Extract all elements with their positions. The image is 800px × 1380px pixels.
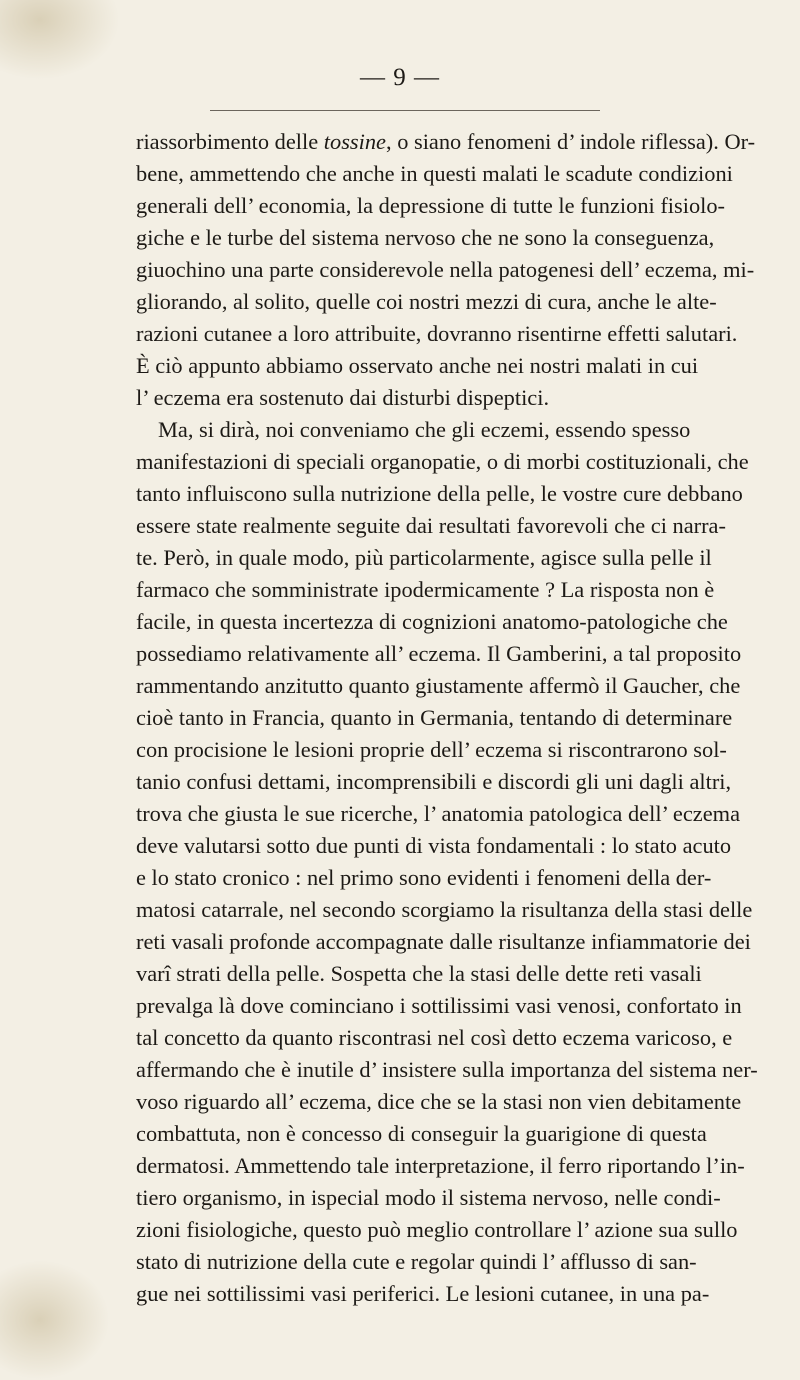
line-text: cioè tanto in Francia, quanto in Germania, tentando di determinare xyxy=(136,705,733,730)
text-line xyxy=(136,606,728,638)
line-text: gue nei sottilissimi vasi periferici. Le lesioni cutanee, in una pa- xyxy=(136,1281,710,1306)
line-text: È ciò appunto abbiamo osservato anche nei nostri malati in cui xyxy=(136,353,699,378)
text-line xyxy=(136,798,741,830)
line-text: possediamo relativamente all’ eczema. Il Gamberini, a tal proposito xyxy=(136,641,742,666)
text-line xyxy=(136,702,733,734)
text-line xyxy=(136,1022,733,1054)
line-text: bene, ammettendo che anche in questi malati le scadute condizioni xyxy=(136,161,733,186)
text-line xyxy=(136,318,738,350)
line-text: facile, in questa incertezza di cognizioni anatomo-patologiche che xyxy=(136,609,728,634)
text-line xyxy=(136,1246,697,1278)
text-line xyxy=(136,1086,742,1118)
line-text: dermatosi. Ammettendo tale interpretazione, il ferro riportando l’in- xyxy=(136,1153,745,1178)
line-text: deve valutarsi sotto due punti di vista fondamentali : lo stato acuto xyxy=(136,833,732,858)
line-text: e lo stato cronico : nel primo sono evidenti i fenomeni della der- xyxy=(136,865,712,890)
text-line xyxy=(136,446,749,478)
line-text: con procisione le lesioni proprie dell’ eczema si riscontrarono sol- xyxy=(136,737,727,762)
text-line xyxy=(136,638,742,670)
line-text: riassorbimento delle xyxy=(136,129,324,154)
text-line xyxy=(136,766,732,798)
text-line xyxy=(136,862,712,894)
text-line xyxy=(136,958,702,990)
line-text: affermando che è inutile d’ insistere sulla importanza del sistema ner- xyxy=(136,1057,758,1082)
line-text: gliorando, al solito, quelle coi nostri mezzi di cura, anche le alte- xyxy=(136,289,717,314)
text-line xyxy=(136,382,688,414)
line-text: tiero organismo, in ispecial modo il sistema nervoso, nelle condi- xyxy=(136,1185,721,1210)
text-line xyxy=(136,158,733,190)
line-text: l’ eczema era sostenuto dai disturbi dispeptici. xyxy=(136,385,550,410)
page-number: — 9 — xyxy=(360,64,440,91)
text-line xyxy=(136,670,741,702)
text-line xyxy=(136,222,715,254)
line-text: essere state realmente seguite dai resultati favorevoli che ci narra- xyxy=(136,513,726,538)
text-line xyxy=(136,990,742,1022)
line-text: voso riguardo all’ eczema, dice che se la stasi non vien debitamente xyxy=(136,1089,742,1114)
line-text: , o siano fenomeni d’ indole riflessa). Or- xyxy=(386,129,756,154)
line-text: reti vasali profonde accompagnate dalle risultanze infiammatorie dei xyxy=(136,929,751,954)
line-text: tal concetto da quanto riscontrasi nel così detto eczema varicoso, e xyxy=(136,1025,733,1050)
line-text: rammentando anzitutto quanto giustamente affermò il Gaucher, che xyxy=(136,673,741,698)
text-line xyxy=(136,830,732,862)
line-text: combattuta, non è concesso di conseguir la guarigione di questa xyxy=(136,1121,707,1146)
text-line xyxy=(136,1182,721,1214)
text-line xyxy=(136,1278,710,1310)
italic-word: tossine xyxy=(323,129,386,154)
line-text: matosi catarrale, nel secondo scorgiamo la risultanza della stasi delle xyxy=(136,897,753,922)
line-text: tanto influiscono sulla nutrizione della pelle, le vostre cure debbano xyxy=(136,481,743,506)
line-text: generali dell’ economia, la depressione di tutte le funzioni fisiolo- xyxy=(136,193,726,218)
line-text: stato di nutrizione della cute e regolar quindi l’ afflusso di san- xyxy=(136,1249,697,1274)
line-text: varî strati della pelle. Sospetta che la stasi delle dette reti vasali xyxy=(136,961,702,986)
line-text: giuochino una parte considerevole nella patogenesi dell’ eczema, mi- xyxy=(136,257,755,282)
line-text: tanio confusi dettami, incomprensibili e discordi gli uni dagli altri, xyxy=(136,769,732,794)
text-line xyxy=(136,478,743,510)
text-line xyxy=(136,1118,707,1150)
line-text: manifestazioni di speciali organopatie, o di morbi costituzionali, che xyxy=(136,449,749,474)
text-line xyxy=(136,350,699,382)
line-text: trova che giusta le sue ricerche, l’ anatomia patologica dell’ eczema xyxy=(136,801,741,826)
text-line xyxy=(136,254,755,286)
text-line xyxy=(136,542,712,574)
text-line xyxy=(136,734,727,766)
line-text: razioni cutanee a loro attribuite, dovranno risentirne effetti salutari. xyxy=(136,321,738,346)
line-text: te. Però, in quale modo, più particolarmente, agisce sulla pelle il xyxy=(136,545,712,570)
header-rule xyxy=(210,110,600,111)
text-line xyxy=(136,574,715,606)
text-line xyxy=(158,414,691,446)
paper-stain-bottom-left xyxy=(0,1260,110,1380)
text-line xyxy=(136,510,726,542)
line-text: Ma, si dirà, noi conveniamo che gli eczemi, essendo spesso xyxy=(158,417,691,442)
text-line xyxy=(136,1150,745,1182)
line-text: prevalga là dove cominciano i sottilissimi vasi venosi, confortato in xyxy=(136,993,742,1018)
text-line xyxy=(136,926,751,958)
text-line xyxy=(136,894,753,926)
text-line xyxy=(136,1054,758,1086)
text-line xyxy=(136,190,726,222)
line-text: giche e le turbe del sistema nervoso che ne sono la conseguenza, xyxy=(136,225,715,250)
text-line xyxy=(136,286,717,318)
line-text: farmaco che somministrate ipodermicamente ? La risposta non è xyxy=(136,577,715,602)
text-line xyxy=(136,126,756,158)
text-line xyxy=(136,1214,738,1246)
line-text: zioni fisiologiche, questo può meglio controllare l’ azione sua sullo xyxy=(136,1217,738,1242)
